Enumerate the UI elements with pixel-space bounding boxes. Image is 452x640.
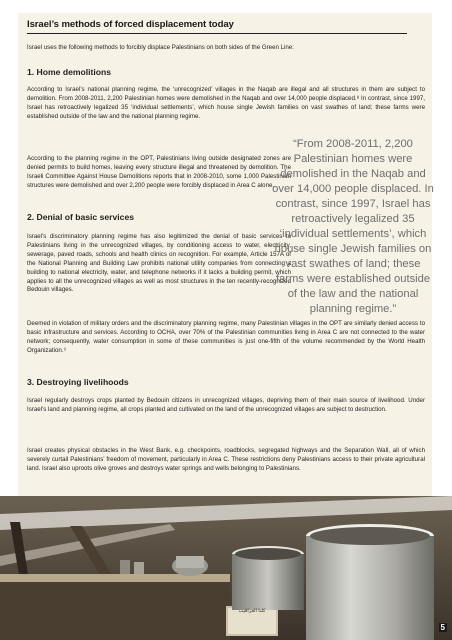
photo-sign-label: كلنا العراقيب <box>238 608 266 614</box>
village-kitchen-photo <box>0 496 452 640</box>
section-heading-home-demolitions: 1. Home demolitions <box>27 67 112 77</box>
home-demolitions-paragraph-1: According to Israel’s national planning regime, the ‘unrecognized’ villages in the Naqab are illegal and all structures in them are subject to demolition. From 2008-2011, 2,200 Palestinian homes were demolished in the Naqab and over 14,000 people displaced.⁸ In contrast, since 1997, Israel has retroactively legalized 35 ‘individual settlements’, which house single Jewish families on vast swathes of land; these farms were established outside of the law and the national planning regime. <box>27 86 425 120</box>
page-title: Israel’s methods of forced displacement today <box>27 19 407 34</box>
intro-paragraph: Israel uses the following methods to forcibly displace Palestinians on both sides of the Green Line: <box>27 44 294 51</box>
section-heading-basic-services: 2. Denial of basic services <box>27 212 135 222</box>
basic-services-paragraph-1: Israel’s discriminatory planning regime has also legitimized the denial of basic services to Palestinians living in the unrecognized villages, by conditioning access to water, electricity, sewerage, paved roads, schools and health clinics on recognition. For example, Article 157A of the National Planning and Building Law prohibits national utility companies from connecting a building to national electricity, water, and telephone networks if it lacks a building permit, which applies to all the unrecognized villages as well as most structures in the ten recently-recognized Bedouin villages. <box>27 233 291 294</box>
livelihoods-paragraph-2: Israel creates physical obstacles in the West Bank, e.g. checkpoints, roadblocks, segregated highways and the Separation Wall, all of which severely curtail Palestinians’ freedom of movement, particularly in Area C. These restrictions deny Palestinians access to their private agricultural land. Israel also uproots olive groves and destroys water springs and wells belonging to Palestinians. <box>27 447 425 472</box>
section-heading-livelihoods: 3. Destroying livelihoods <box>27 377 129 387</box>
home-demolitions-paragraph-2: According to the planning regime in the OPT, Palestinians living outside designated zones are denied permits to build homes, leaving every structure illegal and threatened by demolition. The Israeli Committee Against House Demolitions reports that in 2008-2010, some 1,000 Palestinian structures were demolished and over 2,200 people were forcibly displaced in Area C alone. <box>27 155 291 189</box>
pull-quote: “From 2008-2011, 2,200 Palestinian homes were demolished in the Naqab and over 14,000 people displaced. In contrast, since 1997, Israel has retroactively legalized 35 ‘individual settlements’, which house single Jewish families on vast swathes of land; these farms were established outside of the law and the national planning regime.” <box>272 138 434 315</box>
page-number: 5 <box>440 623 445 632</box>
livelihoods-paragraph-1: Israel regularly destroys crops planted by Bedouin citizens in unrecognized villages, depriving them of their main source of livelihood. Under Israel’s land and planning regime, all crops planted and cultivated on the land of the unrecognized villages are subject to destruction. <box>27 397 425 413</box>
basic-services-paragraph-2: Deemed in violation of military orders and the discriminatory planning regime, many Palestinian villages in the OPT are similarly denied access to basic infrastructure and services. According to OCHA, over 70% of the Palestinian communities living in Area C are not connected to the water network; consequently, water consumption in some of these communities is just one-fifth of the volume recommended by the World Health Organization.⁹ <box>27 320 425 354</box>
